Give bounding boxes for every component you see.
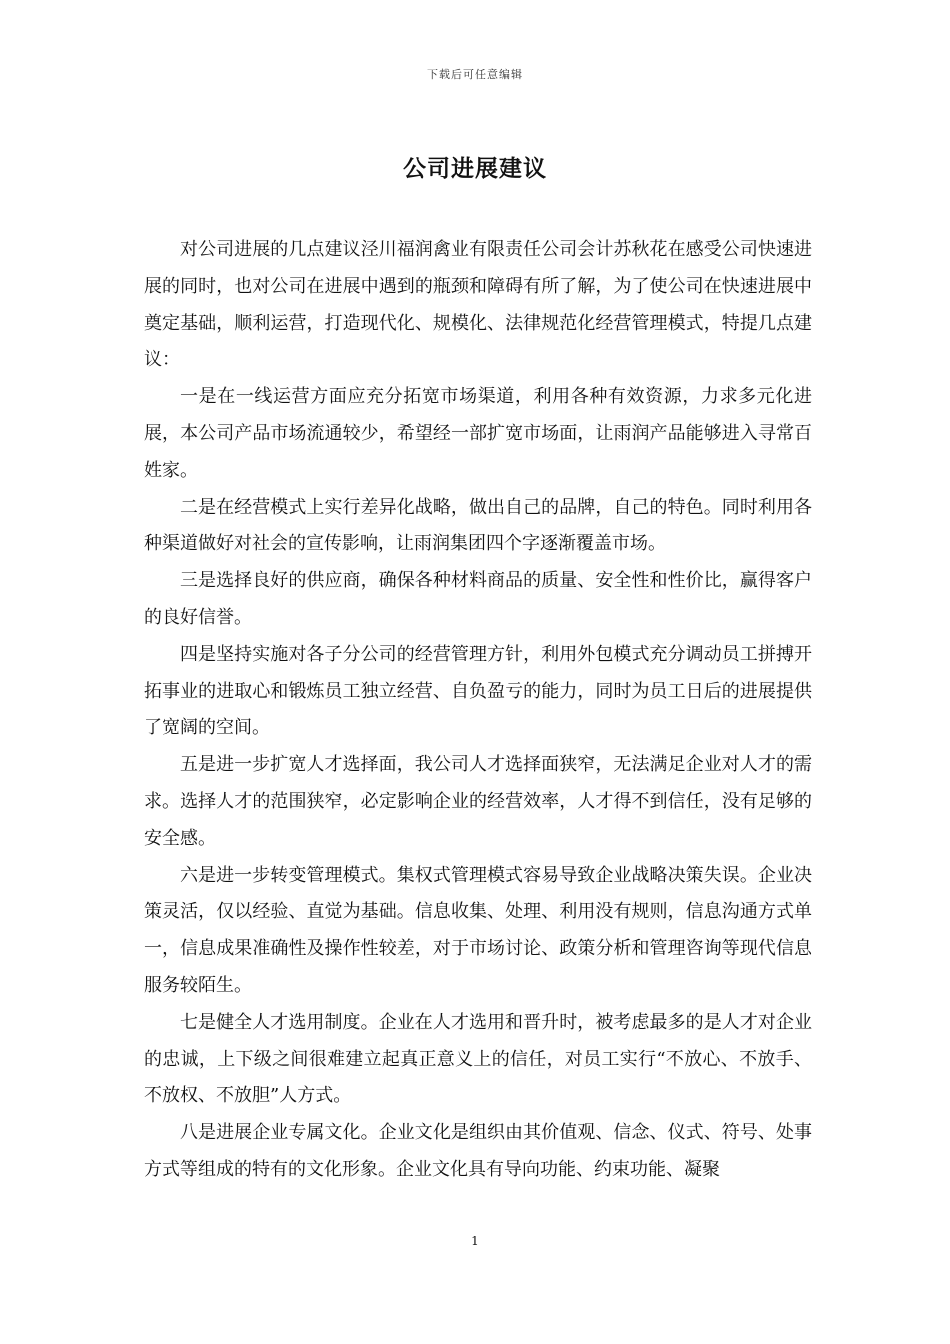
paragraph-suggestion-5: 五是进一步扩宽人才选择面，我公司人才选择面狭窄，无法满足企业对人才的需求。选择人才的范围狭窄，必定影响企业的经营效率，人才得不到信任，没有足够的安全感。 <box>144 754 812 849</box>
paragraph-suggestion-6: 六是进一步转变管理模式。集权式管理模式容易导致企业战略决策失误。企业决策灵活，仅以经验、直觉为基础。信息收集、处理、利用没有规则，信息沟通方式单一，信息成果准确性及操作性较差，对于市场讨论、政策分析和管理咨询等现代信息服务较陌生。 <box>144 864 812 996</box>
paragraph-intro: 对公司进展的几点建议泾川福润禽业有限责任公司会计苏秋花在感受公司快速进展的同时，也对公司在进展中遇到的瓶颈和障碍有所了解，为了使公司在快速进展中奠定基础，顺利运营，打造现代化、规模化、法律规范化经营管理模式，特提几点建议： <box>144 239 812 371</box>
document-body <box>144 232 812 1189</box>
paragraph-suggestion-7: 七是健全人才选用制度。企业在人才选用和晋升时，被考虑最多的是人才对企业的忠诚，上下级之间很难建立起真正意义上的信任，对员工实行“不放心、不放手、不放权、不放胆”人方式。 <box>144 1011 812 1107</box>
paragraph-suggestion-4: 四是坚持实施对各子分公司的经营管理方针，利用外包模式充分调动员工拼搏开拓事业的进取心和锻炼员工独立经营、自负盈亏的能力，同时为员工日后的进展提供了宽阔的空间。 <box>144 643 812 739</box>
page-number: 1 <box>471 1234 479 1248</box>
paragraph-suggestion-3: 三是选择良好的供应商，确保各种材料商品的质量、安全性和性价比，赢得客户的良好信誉。 <box>144 570 812 628</box>
header-note: 下载后可任意编辑 <box>427 68 523 81</box>
paragraph-suggestion-8: 八是进展企业专属文化。企业文化是组织由其价值观、信念、仪式、符号、处事方式等组成的特有的文化形象。企业文化具有导向功能、约束功能、凝聚 <box>144 1122 812 1180</box>
document-title: 公司进展建议 <box>403 156 547 182</box>
paragraph-suggestion-1: 一是在一线运营方面应充分拓宽市场渠道，利用各种有效资源，力求多元化进展，本公司产品市场流通较少，希望经一部扩宽市场面，让雨润产品能够进入寻常百姓家。 <box>144 386 812 481</box>
paragraph-suggestion-2: 二是在经营模式上实行差异化战略，做出自己的品牌，自己的特色。同时利用各种渠道做好对社会的宣传影响，让雨润集团四个字逐渐覆盖市场。 <box>144 496 812 555</box>
